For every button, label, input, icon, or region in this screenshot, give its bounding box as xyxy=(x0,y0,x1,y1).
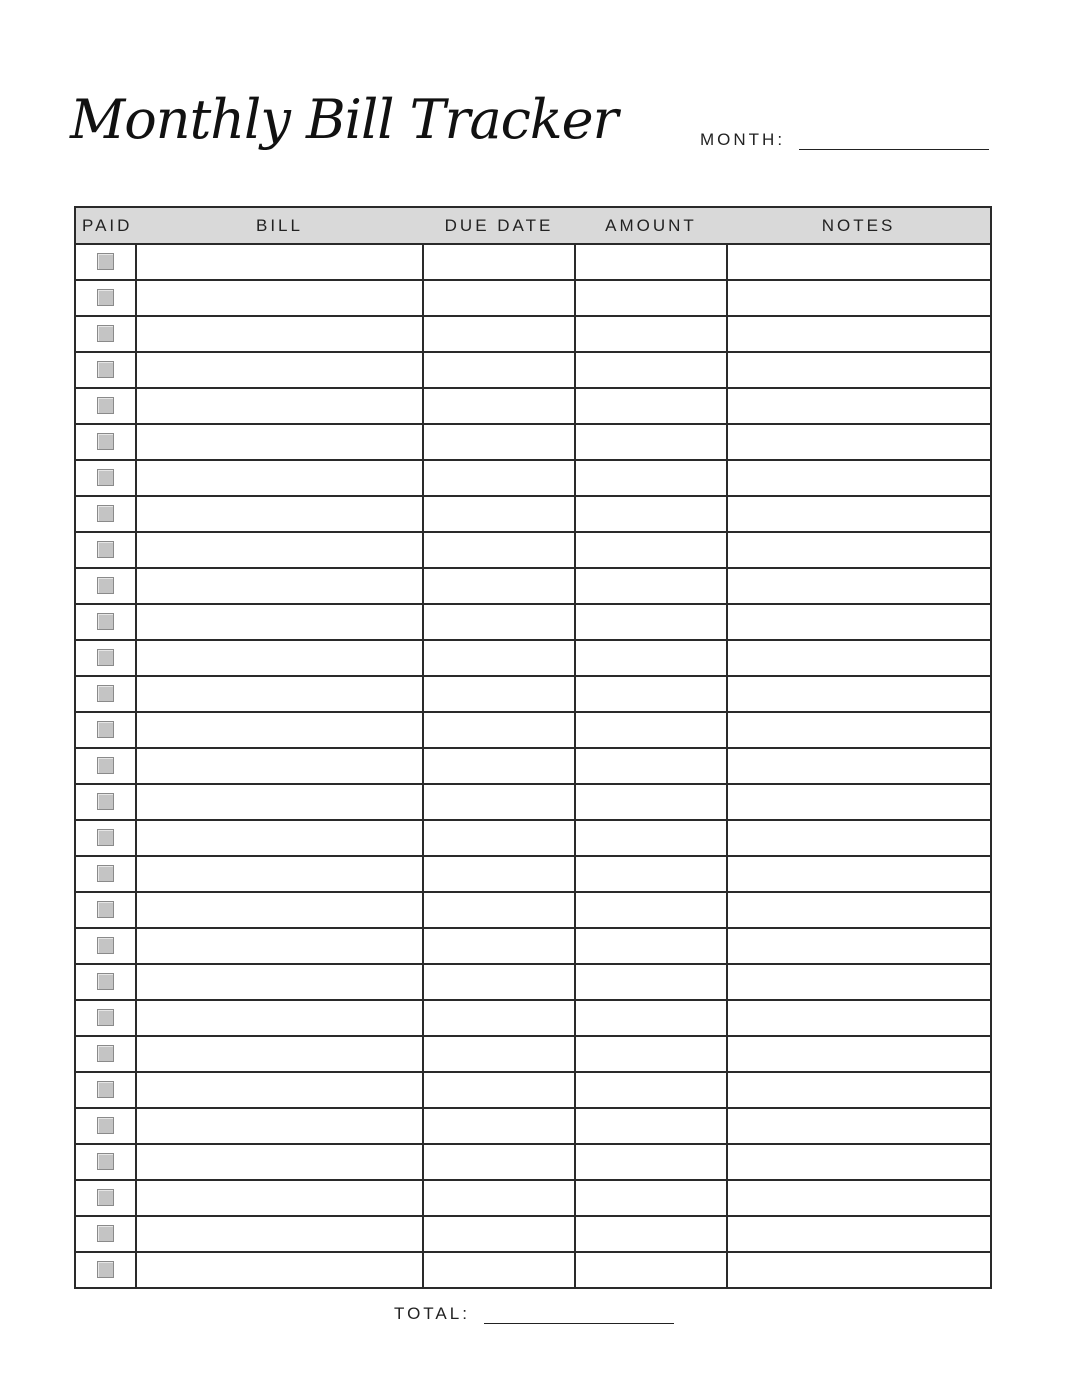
paid-checkbox[interactable] xyxy=(97,865,114,882)
table-row xyxy=(75,1072,991,1108)
due-date-cell[interactable] xyxy=(423,1180,575,1216)
notes-cell[interactable] xyxy=(727,352,991,388)
bill-cell[interactable] xyxy=(136,640,423,676)
amount-cell[interactable] xyxy=(575,568,727,604)
paid-cell xyxy=(75,784,136,820)
due-date-cell[interactable] xyxy=(423,352,575,388)
bill-cell[interactable] xyxy=(136,892,423,928)
paid-checkbox[interactable] xyxy=(97,649,114,666)
due-date-cell[interactable] xyxy=(423,1216,575,1252)
notes-cell[interactable] xyxy=(727,712,991,748)
amount-cell[interactable] xyxy=(575,640,727,676)
due-date-cell[interactable] xyxy=(423,856,575,892)
due-date-cell[interactable] xyxy=(423,280,575,316)
due-date-cell[interactable] xyxy=(423,424,575,460)
amount-cell[interactable] xyxy=(575,748,727,784)
amount-cell[interactable] xyxy=(575,712,727,748)
bill-cell[interactable] xyxy=(136,1072,423,1108)
table-row xyxy=(75,712,991,748)
notes-cell[interactable] xyxy=(727,568,991,604)
paid-checkbox[interactable] xyxy=(97,325,114,342)
table-row xyxy=(75,1216,991,1252)
table-row xyxy=(75,352,991,388)
paid-checkbox[interactable] xyxy=(97,1153,114,1170)
bill-cell[interactable] xyxy=(136,316,423,352)
table-row xyxy=(75,388,991,424)
table-row xyxy=(75,604,991,640)
paid-checkbox[interactable] xyxy=(97,721,114,738)
amount-cell[interactable] xyxy=(575,676,727,712)
amount-cell[interactable] xyxy=(575,604,727,640)
bill-cell[interactable] xyxy=(136,964,423,1000)
due-date-cell[interactable] xyxy=(423,1000,575,1036)
amount-cell[interactable] xyxy=(575,964,727,1000)
paid-checkbox[interactable] xyxy=(97,577,114,594)
paid-checkbox[interactable] xyxy=(97,973,114,990)
due-date-cell[interactable] xyxy=(423,1036,575,1072)
paid-checkbox[interactable] xyxy=(97,1261,114,1278)
header-amount: AMOUNT xyxy=(575,207,727,244)
paid-checkbox[interactable] xyxy=(97,361,114,378)
table-row xyxy=(75,1108,991,1144)
notes-cell[interactable] xyxy=(727,820,991,856)
notes-cell[interactable] xyxy=(727,460,991,496)
bill-cell[interactable] xyxy=(136,928,423,964)
table-row xyxy=(75,244,991,280)
bill-cell[interactable] xyxy=(136,1108,423,1144)
amount-cell[interactable] xyxy=(575,1252,727,1288)
due-date-cell[interactable] xyxy=(423,568,575,604)
paid-cell xyxy=(75,532,136,568)
notes-cell[interactable] xyxy=(727,424,991,460)
paid-checkbox[interactable] xyxy=(97,757,114,774)
table-row xyxy=(75,856,991,892)
paid-cell xyxy=(75,1108,136,1144)
paid-checkbox[interactable] xyxy=(97,685,114,702)
amount-cell[interactable] xyxy=(575,388,727,424)
paid-checkbox[interactable] xyxy=(97,1117,114,1134)
amount-cell[interactable] xyxy=(575,1108,727,1144)
due-date-cell[interactable] xyxy=(423,532,575,568)
notes-cell[interactable] xyxy=(727,928,991,964)
due-date-cell[interactable] xyxy=(423,1108,575,1144)
paid-checkbox[interactable] xyxy=(97,505,114,522)
table-row xyxy=(75,280,991,316)
paid-checkbox[interactable] xyxy=(97,1081,114,1098)
paid-cell xyxy=(75,244,136,280)
paid-checkbox[interactable] xyxy=(97,541,114,558)
table-row xyxy=(75,568,991,604)
bill-cell[interactable] xyxy=(136,424,423,460)
paid-checkbox[interactable] xyxy=(97,289,114,306)
paid-cell xyxy=(75,1144,136,1180)
due-date-cell[interactable] xyxy=(423,316,575,352)
bill-cell[interactable] xyxy=(136,532,423,568)
notes-cell[interactable] xyxy=(727,892,991,928)
notes-cell[interactable] xyxy=(727,388,991,424)
amount-cell[interactable] xyxy=(575,352,727,388)
notes-cell[interactable] xyxy=(727,1144,991,1180)
paid-cell xyxy=(75,820,136,856)
due-date-cell[interactable] xyxy=(423,748,575,784)
due-date-cell[interactable] xyxy=(423,784,575,820)
paid-cell xyxy=(75,604,136,640)
notes-cell[interactable] xyxy=(727,1252,991,1288)
table-row xyxy=(75,820,991,856)
notes-cell[interactable] xyxy=(727,676,991,712)
paid-cell xyxy=(75,748,136,784)
paid-cell xyxy=(75,1180,136,1216)
notes-cell[interactable] xyxy=(727,748,991,784)
due-date-cell[interactable] xyxy=(423,676,575,712)
due-date-cell[interactable] xyxy=(423,928,575,964)
total-input-line[interactable] xyxy=(484,1309,674,1324)
due-date-cell[interactable] xyxy=(423,640,575,676)
month-label: MONTH: xyxy=(700,130,786,149)
amount-cell[interactable] xyxy=(575,424,727,460)
table-row xyxy=(75,496,991,532)
paid-cell xyxy=(75,856,136,892)
bill-cell[interactable] xyxy=(136,1180,423,1216)
bill-cell[interactable] xyxy=(136,604,423,640)
paid-checkbox[interactable] xyxy=(97,397,114,414)
paid-checkbox[interactable] xyxy=(97,253,114,270)
bill-cell[interactable] xyxy=(136,712,423,748)
bill-cell[interactable] xyxy=(136,568,423,604)
paid-cell xyxy=(75,424,136,460)
table-row xyxy=(75,748,991,784)
header-notes: NOTES xyxy=(727,207,991,244)
paid-checkbox[interactable] xyxy=(97,829,114,846)
amount-cell[interactable] xyxy=(575,1000,727,1036)
notes-cell[interactable] xyxy=(727,1108,991,1144)
notes-cell[interactable] xyxy=(727,280,991,316)
header-paid: PAID xyxy=(75,207,136,244)
notes-cell[interactable] xyxy=(727,640,991,676)
table-row xyxy=(75,928,991,964)
total-field xyxy=(394,1304,674,1324)
bill-cell[interactable] xyxy=(136,856,423,892)
paid-cell xyxy=(75,460,136,496)
paid-cell xyxy=(75,676,136,712)
amount-cell[interactable] xyxy=(575,316,727,352)
paid-cell xyxy=(75,1252,136,1288)
month-field xyxy=(700,130,989,150)
due-date-cell[interactable] xyxy=(423,496,575,532)
notes-cell[interactable] xyxy=(727,244,991,280)
bill-cell[interactable] xyxy=(136,352,423,388)
notes-cell[interactable] xyxy=(727,316,991,352)
bill-cell[interactable] xyxy=(136,1036,423,1072)
paid-cell xyxy=(75,316,136,352)
paid-cell xyxy=(75,388,136,424)
amount-cell[interactable] xyxy=(575,280,727,316)
notes-cell[interactable] xyxy=(727,1036,991,1072)
notes-cell[interactable] xyxy=(727,1216,991,1252)
notes-cell[interactable] xyxy=(727,856,991,892)
amount-cell[interactable] xyxy=(575,532,727,568)
due-date-cell[interactable] xyxy=(423,244,575,280)
notes-cell[interactable] xyxy=(727,532,991,568)
paid-checkbox[interactable] xyxy=(97,1189,114,1206)
paid-cell xyxy=(75,712,136,748)
month-input-line[interactable] xyxy=(799,135,989,150)
table-header-row xyxy=(75,207,991,244)
paid-checkbox[interactable] xyxy=(97,433,114,450)
table-row xyxy=(75,316,991,352)
paid-cell xyxy=(75,640,136,676)
amount-cell[interactable] xyxy=(575,820,727,856)
due-date-cell[interactable] xyxy=(423,820,575,856)
amount-cell[interactable] xyxy=(575,460,727,496)
notes-cell[interactable] xyxy=(727,1180,991,1216)
notes-cell[interactable] xyxy=(727,784,991,820)
due-date-cell[interactable] xyxy=(423,1072,575,1108)
due-date-cell[interactable] xyxy=(423,964,575,1000)
table-row xyxy=(75,784,991,820)
notes-cell[interactable] xyxy=(727,1000,991,1036)
notes-cell[interactable] xyxy=(727,496,991,532)
bill-cell[interactable] xyxy=(136,1144,423,1180)
paid-cell xyxy=(75,892,136,928)
amount-cell[interactable] xyxy=(575,496,727,532)
due-date-cell[interactable] xyxy=(423,1252,575,1288)
amount-cell[interactable] xyxy=(575,892,727,928)
bill-cell[interactable] xyxy=(136,748,423,784)
bill-cell[interactable] xyxy=(136,676,423,712)
bill-cell[interactable] xyxy=(136,388,423,424)
table-row xyxy=(75,532,991,568)
table-row xyxy=(75,1036,991,1072)
bill-tracker-table xyxy=(74,206,992,1289)
amount-cell[interactable] xyxy=(575,1216,727,1252)
bill-cell[interactable] xyxy=(136,244,423,280)
table-row xyxy=(75,460,991,496)
header-due-date: DUE DATE xyxy=(423,207,575,244)
notes-cell[interactable] xyxy=(727,964,991,1000)
due-date-cell[interactable] xyxy=(423,604,575,640)
bill-cell[interactable] xyxy=(136,784,423,820)
paid-cell xyxy=(75,1216,136,1252)
table-row xyxy=(75,1252,991,1288)
amount-cell[interactable] xyxy=(575,1180,727,1216)
table-row xyxy=(75,676,991,712)
amount-cell[interactable] xyxy=(575,928,727,964)
bill-cell[interactable] xyxy=(136,1216,423,1252)
bill-cell[interactable] xyxy=(136,1000,423,1036)
amount-cell[interactable] xyxy=(575,784,727,820)
paid-checkbox[interactable] xyxy=(97,1225,114,1242)
paid-cell xyxy=(75,352,136,388)
bill-cell[interactable] xyxy=(136,460,423,496)
paid-cell xyxy=(75,280,136,316)
table-row xyxy=(75,640,991,676)
paid-cell xyxy=(75,1036,136,1072)
amount-cell[interactable] xyxy=(575,856,727,892)
due-date-cell[interactable] xyxy=(423,892,575,928)
amount-cell[interactable] xyxy=(575,1144,727,1180)
paid-checkbox[interactable] xyxy=(97,1009,114,1026)
table-row xyxy=(75,1144,991,1180)
table-row xyxy=(75,1180,991,1216)
paid-checkbox[interactable] xyxy=(97,469,114,486)
bill-cell[interactable] xyxy=(136,280,423,316)
paid-checkbox[interactable] xyxy=(97,793,114,810)
paid-checkbox[interactable] xyxy=(97,901,114,918)
total-label: TOTAL: xyxy=(394,1304,470,1323)
paid-cell xyxy=(75,1000,136,1036)
table-row xyxy=(75,1000,991,1036)
table-row xyxy=(75,892,991,928)
paid-cell xyxy=(75,928,136,964)
table-row xyxy=(75,424,991,460)
paid-cell xyxy=(75,964,136,1000)
paid-checkbox[interactable] xyxy=(97,1045,114,1062)
paid-cell xyxy=(75,496,136,532)
due-date-cell[interactable] xyxy=(423,1144,575,1180)
due-date-cell[interactable] xyxy=(423,712,575,748)
page-title: Monthly Bill Tracker xyxy=(70,88,618,151)
table-body xyxy=(75,244,991,1288)
bill-cell[interactable] xyxy=(136,1252,423,1288)
paid-checkbox[interactable] xyxy=(97,937,114,954)
notes-cell[interactable] xyxy=(727,1072,991,1108)
paid-cell xyxy=(75,1072,136,1108)
due-date-cell[interactable] xyxy=(423,460,575,496)
amount-cell[interactable] xyxy=(575,244,727,280)
due-date-cell[interactable] xyxy=(423,388,575,424)
header-bill: BILL xyxy=(136,207,423,244)
bill-cell[interactable] xyxy=(136,820,423,856)
bill-cell[interactable] xyxy=(136,496,423,532)
paid-cell xyxy=(75,568,136,604)
amount-cell[interactable] xyxy=(575,1036,727,1072)
paid-checkbox[interactable] xyxy=(97,613,114,630)
table-row xyxy=(75,964,991,1000)
amount-cell[interactable] xyxy=(575,1072,727,1108)
notes-cell[interactable] xyxy=(727,604,991,640)
